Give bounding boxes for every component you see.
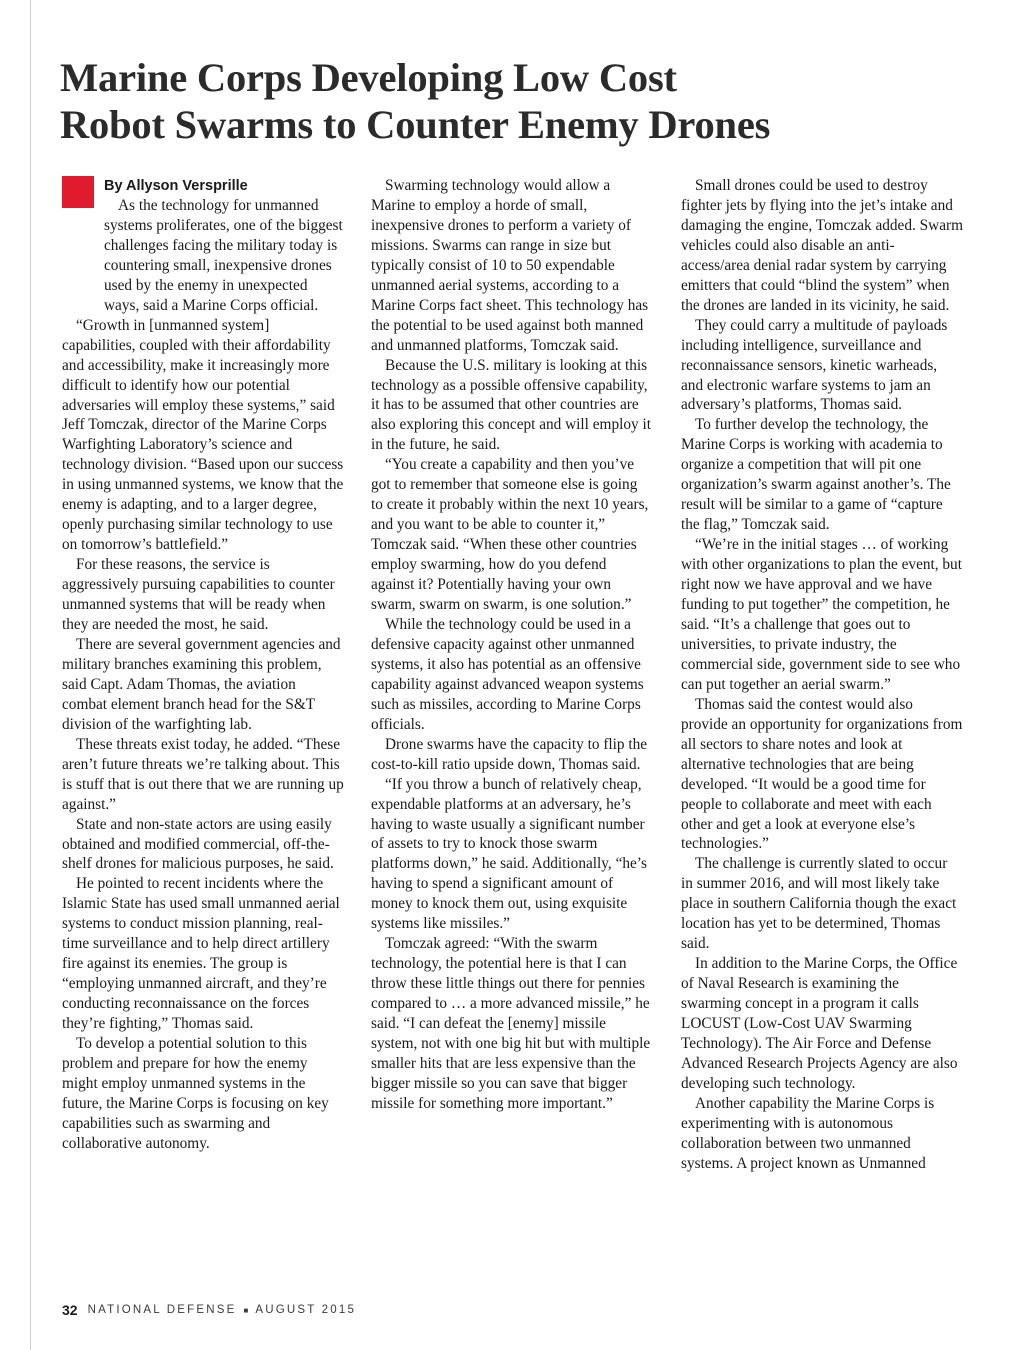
headline-line-2: Robot Swarms to Counter Enemy Drones	[60, 102, 771, 147]
paragraph: For these reasons, the service is aggressively pursuing capabilities to counter unmanned systems that will be ready when they are needed the most, he said.	[62, 556, 335, 634]
article-body	[62, 176, 966, 1276]
paragraph: To further develop the technology, the Marine Corps is working with academia to organize a competition that will pit one organization’s swarm against another’s. The result will be similar to a game of “capture the flag,” Tomczak said.	[681, 416, 951, 534]
publication-name: NATIONAL DEFENSE	[87, 1304, 237, 1316]
paragraph: State and non-state actors are using easily obtained and modified commercial, off-the-shelf drones for malicious purposes, he said.	[62, 815, 334, 873]
paragraph: “If you throw a bunch of relatively cheap, expendable platforms at an adversary, he’s having to waste usually a significant number of assets to try to knock those swarm platforms down,” he said. Additionally, “he’s having to spend a significant amount of money to knock them out, using exquisite systems like missiles.”	[371, 775, 648, 933]
headline	[60, 54, 980, 148]
paragraph: As the technology for unmanned systems proliferates, one of the biggest challenges facing the military today is countering small, inexpensive drones used by the enemy in unexpected ways, said a Marine Corps official.	[104, 197, 343, 314]
paragraph: They could carry a multitude of payloads including intelligence, surveillance and reconnaissance sensors, kinetic warheads, and electronic warfare systems to jam an adversary’s platforms, Thomas said.	[681, 316, 948, 414]
paragraph: “Growth in [unmanned system] capabilities, coupled with their affordability and accessibility, make it increasingly more difficult to identify how our potential adversaries will employ these systems,” said Jeff Tomczak, director of the Marine Corps Warfighting Laboratory’s science and technology division. “Based upon our success in using unmanned systems, we know that the enemy is adapting, and to a larger degree, openly purchasing similar technology to use on tomorrow’s battlefield.”	[62, 316, 344, 554]
paragraph: Because the U.S. military is looking at this technology as a possible offensive capability, it has to be assumed that other countries are also exploring this concept and will employ it in the future, he said.	[371, 356, 651, 454]
column-3	[681, 176, 963, 1174]
page-number: 32	[62, 1302, 78, 1318]
paragraph: Thomas said the contest would also provide an opportunity for organizations from all sectors to share notes and look at alternative technologies that are being developed. “It would be a good time for people to collaborate and meet with each other and get a look at everyone else’s technologies.”	[681, 695, 963, 853]
paragraph: He pointed to recent incidents where the Islamic State has used small unmanned aerial systems to conduct mission planning, real-time surveillance and to help direct artillery fire against its enemies. The group is “employing unmanned aircraft, and they’re conducting reconnaissance on the forces they’re fighting,” Thomas said.	[62, 875, 340, 1033]
paragraph: These threats exist today, he added. “These aren’t future threats we’re talking about. This is stuff that is out there that we are running up against.”	[62, 735, 344, 813]
page-footer	[62, 1300, 662, 1320]
byline-block	[62, 176, 344, 316]
paragraph: Drone swarms have the capacity to flip the cost-to-kill ratio upside down, Thomas said.	[371, 735, 648, 773]
paragraph: Another capability the Marine Corps is experimenting with is autonomous collaboration between two unmanned systems. A project known as Unmanned	[681, 1094, 935, 1172]
paragraph: To develop a potential solution to this problem and prepare for how the enemy might employ unmanned systems in the future, the Marine Corps is focusing on key capabilities such as swarming and collaborative autonomy.	[62, 1035, 329, 1152]
square-separator-icon: ■	[243, 1305, 249, 1315]
paragraph: Swarming technology would allow a Marine to employ a horde of small, inexpensive drones to perform a variety of missions. Swarms can range in size but typically consist of 10 to 50 expendable unmanned aerial systems, according to a Marine Corps fact sheet. This technology has the potential to be used against both manned and unmanned platforms, Tomczak said.	[371, 177, 649, 354]
byline: By Allyson Versprille	[104, 178, 248, 194]
issue-date: AUGUST 2015	[255, 1304, 357, 1316]
column-1	[62, 176, 344, 1154]
paragraph: “We’re in the initial stages … of working with other organizations to plan the event, but right now we have approval and we have funding to put together” the competition, he said. “It’s a challenge that goes out to universities, to private industry, the commercial side, government side to see who can put together an aerial swarm.”	[681, 536, 962, 693]
paragraph: There are several government agencies and military branches examining this problem, said Capt. Adam Thomas, the aviation combat element branch head for the S&T division of the warfighting lab.	[62, 635, 341, 733]
column-2	[371, 176, 653, 1114]
paragraph: Small drones could be used to destroy fighter jets by flying into the jet’s intake and damaging the engine, Tomczak added. Swarm vehicles could also disable an anti-access/area denial radar system by carrying emitters that could “blind the system” when the drones are landed in its vicinity, he said.	[681, 177, 963, 314]
headline-line-1: Marine Corps Developing Low Cost	[60, 55, 677, 100]
paragraph: The challenge is currently slated to occur in summer 2016, and will most likely take place in southern California though the exact location has yet to be determined, Thomas said.	[681, 855, 957, 953]
paragraph: In addition to the Marine Corps, the Office of Naval Research is examining the swarming concept in a program it calls LOCUST (Low-Cost UAV Swarming Technology). The Air Force and Defense Advanced Research Projects Agency are also developing such technology.	[681, 955, 958, 1092]
paragraph: Tomczak agreed: “With the swarm technology, the potential here is that I can throw these little things out there for pennies compared to … a more advanced missile,” he said. “I can defeat the [enemy] missile system, not with one big hit but with multiple smaller hits that are less expensive than the bigger missile so you can save that bigger missile for something more important.”	[371, 935, 651, 1112]
page-margin-rule	[30, 0, 31, 1350]
paragraph: “You create a capability and then you’ve got to remember that someone else is going to create it probably within the next 10 years, and you want to be able to counter it,” Tomczak said. “When these other countries employ swarming, how do you defend against it? Potentially having your own swarm, swarm on swarm, is one solution.”	[371, 456, 649, 614]
paragraph: While the technology could be used in a defensive capacity against other unmanned systems, it also has potential as an offensive capability against advanced weapon systems such as missiles, according to Marine Corps officials.	[371, 615, 644, 733]
red-square-icon	[62, 176, 94, 208]
